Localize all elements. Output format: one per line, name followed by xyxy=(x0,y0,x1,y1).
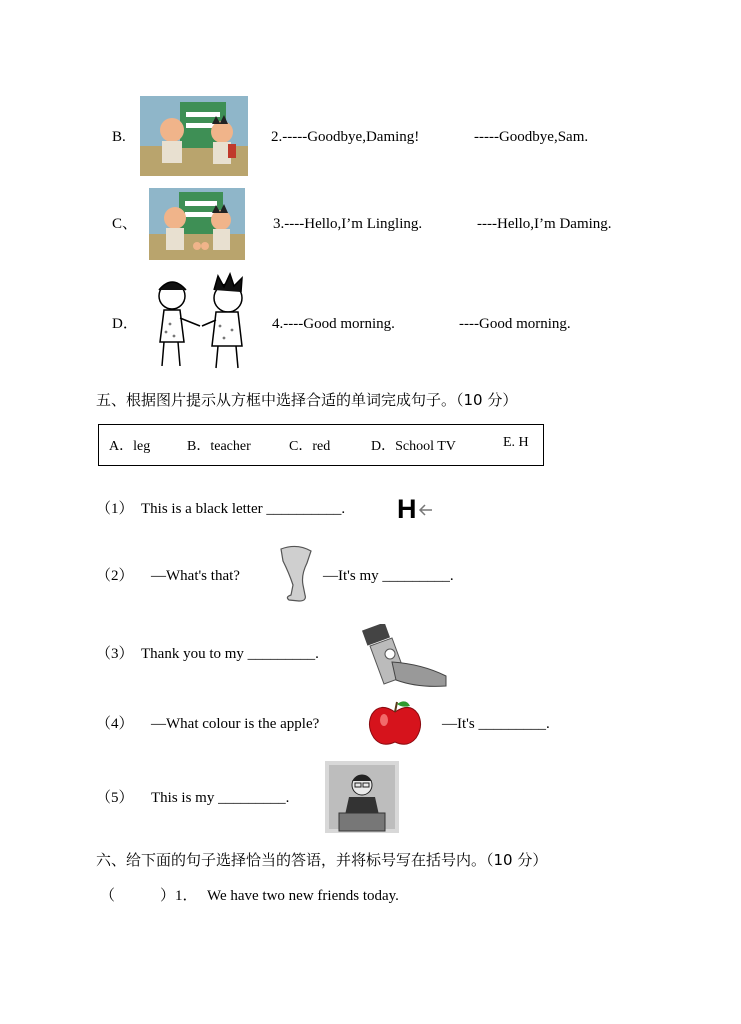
option-b-letter: B. xyxy=(112,129,126,145)
dialogue-3-b: ----Hello,I’m Daming. xyxy=(477,216,612,232)
q1-number: （1） xyxy=(96,501,134,517)
dialogue-4-b: ----Good morning. xyxy=(459,316,571,332)
q4-text-b: —It's _________. xyxy=(442,716,550,732)
word-option-e: E. H xyxy=(503,435,529,450)
dialogue-2-b: -----Goodbye,Sam. xyxy=(474,129,589,145)
option-c-letter: C、 xyxy=(112,216,138,232)
arrow-left-icon xyxy=(418,503,434,517)
s6-q1-paren: （ ）1． xyxy=(100,888,198,904)
word-option-d: D．School TV xyxy=(371,439,456,454)
word-option-b: B．teacher xyxy=(187,439,251,454)
q3-text: Thank you to my _________. xyxy=(141,646,319,662)
q3-number: （3） xyxy=(96,646,134,662)
school-tv-remote-image xyxy=(362,624,448,690)
q5-text: This is my _________. xyxy=(151,790,290,806)
section6-heading: 六、给下面的句子选择恰当的答语，并将标号写在括号内。（10 分） xyxy=(96,851,548,869)
q2-text-b: —It's my _________. xyxy=(323,568,454,584)
q2-text-a: —What's that? xyxy=(151,568,240,584)
cartoon-hello-image xyxy=(149,188,245,260)
dialogue-4-a: 4.----Good morning. xyxy=(272,316,395,332)
cartoon-goodbye-image xyxy=(140,96,248,176)
option-d-letter: D． xyxy=(112,316,138,332)
teacher-image xyxy=(325,761,399,833)
dialogue-3-a: 3.----Hello,I’m Lingling. xyxy=(273,216,423,232)
dialogue-2-a: 2.-----Goodbye,Daming! xyxy=(271,129,420,145)
letter-h-image: H xyxy=(397,494,417,524)
word-options-box xyxy=(98,424,544,466)
word-option-a: A．leg xyxy=(109,439,151,454)
red-apple-image xyxy=(366,700,424,748)
s6-q1-text: We have two new friends today. xyxy=(207,888,399,904)
section5-heading: 五、根据图片提示从方框中选择合适的单词完成句子。（10 分） xyxy=(96,391,518,409)
word-option-c: C．red xyxy=(289,439,331,454)
leg-image xyxy=(275,545,319,605)
q4-number: （4） xyxy=(96,716,134,732)
cartoon-handshake-image xyxy=(146,272,260,372)
q4-text-a: —What colour is the apple? xyxy=(151,716,320,732)
q2-number: （2） xyxy=(96,568,134,584)
q5-number: （5） xyxy=(96,790,134,806)
q1-text: This is a black letter __________. xyxy=(141,501,346,517)
